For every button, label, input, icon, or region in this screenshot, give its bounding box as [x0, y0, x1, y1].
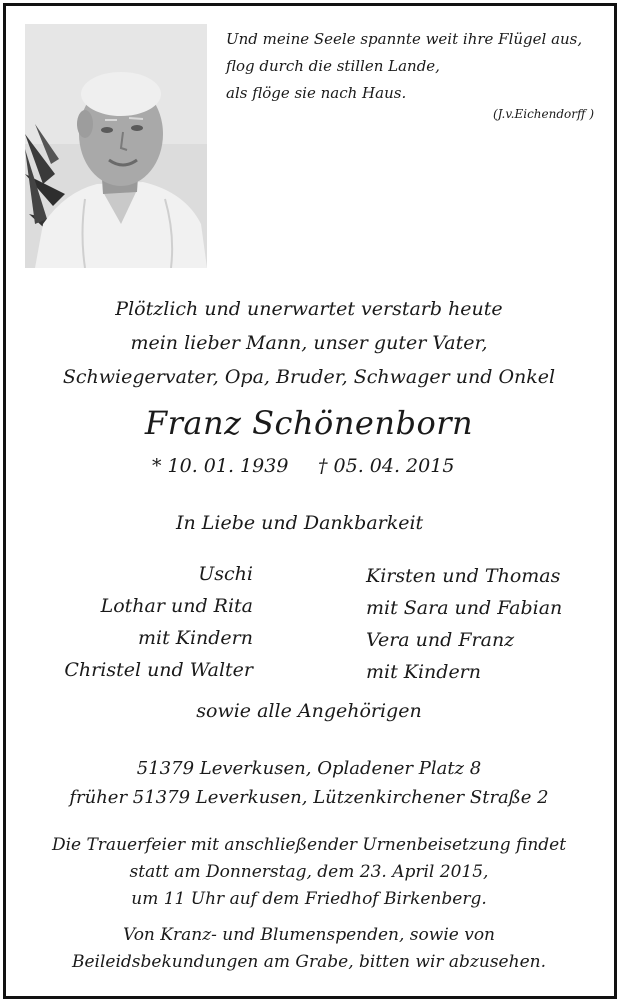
- announcement-line: mein lieber Mann, unser guter Vater,: [130, 332, 488, 354]
- service-line: Die Trauerfeier mit anschließender Urnenbeisetzung findet: [51, 835, 567, 855]
- flowers-note: [6, 922, 612, 976]
- address-line: 51379 Leverkusen, Opladener Platz 8: [136, 758, 482, 779]
- poem-attribution: (J.v.Eichendorff ): [492, 107, 594, 121]
- service-line: um 11 Uhr auf dem Friedhof Birkenberg.: [131, 889, 487, 909]
- flowers-line: Von Kranz- und Blumenspenden, sowie von: [122, 925, 496, 945]
- family-member: Lothar und Rita: [100, 595, 253, 617]
- service-line: statt am Donnerstag, dem 23. April 2015,: [129, 862, 489, 882]
- poem-line: flog durch die stillen Lande,: [226, 57, 440, 75]
- thanks-line: In Liebe und Dankbarkeit: [176, 512, 424, 534]
- announcement-text: [6, 292, 612, 394]
- deceased-name: Franz Schönenborn: [144, 404, 474, 442]
- family-member: Uschi: [198, 563, 253, 585]
- poem-line: als flöge sie nach Haus.: [226, 84, 407, 102]
- portrait-photo: [25, 24, 207, 268]
- family-member: Christel und Walter: [64, 659, 253, 681]
- announcement-line: Plötzlich und unerwartet verstarb heute: [115, 298, 503, 320]
- family-member: Kirsten und Thomas: [366, 565, 561, 587]
- announcement-line: Schwiegervater, Opa, Bruder, Schwager und Onkel: [62, 366, 556, 388]
- life-dates: [0, 455, 618, 483]
- poem-line: Und meine Seele spannte weit ihre Flügel aus,: [226, 30, 583, 48]
- family-member: mit Kindern: [366, 661, 482, 683]
- family-member: mit Kindern: [137, 627, 253, 649]
- family-member: Vera und Franz: [366, 629, 515, 651]
- address-line: früher 51379 Leverkusen, Lützenkirchener Straße 2: [69, 787, 549, 808]
- service-info: [6, 832, 612, 913]
- relatives-line: sowie alle Angehörigen: [196, 700, 422, 722]
- birth-date: * 10. 01. 1939: [152, 455, 289, 477]
- death-date: † 05. 04. 2015: [318, 455, 455, 477]
- poem-quote: [226, 26, 594, 123]
- family-member: mit Sara und Fabian: [366, 597, 563, 619]
- family-list-left: [64, 558, 253, 686]
- address-block: [6, 754, 612, 812]
- family-list-right: [366, 560, 562, 688]
- flowers-line: Beileidsbekundungen am Grabe, bitten wir abzusehen.: [72, 952, 546, 972]
